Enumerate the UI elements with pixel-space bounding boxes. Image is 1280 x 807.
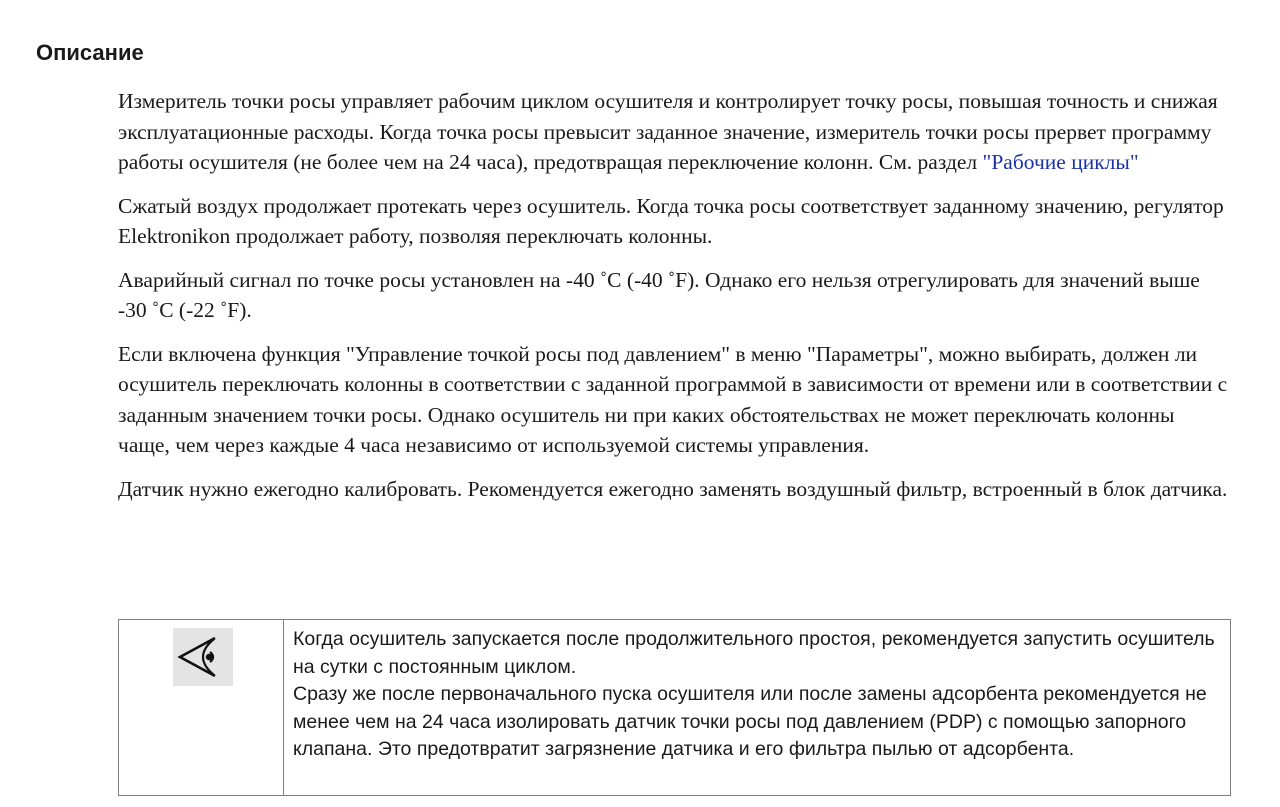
paragraph-sensor-calibration: Датчик нужно ежегодно калибровать. Рекомендуется ежегодно заменять воздушный фильтр, встроенный в блок датчика. — [118, 476, 1228, 501]
eye-icon — [173, 628, 233, 686]
operating-cycles-link[interactable]: "Рабочие циклы" — [982, 150, 1139, 174]
note-box — [118, 619, 1231, 796]
paragraph-pdp-control: Если включена функция "Управление точкой росы под давлением" в меню "Параметры", можно выбирать, должен ли осушитель переключать колонны в соответствии с заданной программой в зависимости от времени или в соответствии с заданным значением точки росы. Однако осушитель ни при каких обстоятельствах не может переключать колонны чаще, чем через каждые 4 часа независимо от используемой системы управления. — [118, 341, 1228, 457]
note-line-pdp-isolation: Сразу же после первоначального пуска осушителя или после замены адсорбента рекомендуется не менее чем на 24 часа изолировать датчик точки росы под давлением (PDP) с помощью запорного клапана. Это предотвратит загрязнение датчика и его фильтра пылью от адсорбента. — [293, 683, 1207, 760]
description-body — [118, 86, 1228, 517]
note-line-startup: Когда осушитель запускается после продолжительного простоя, рекомендуется запустить осушитель на сутки с постоянным циклом. — [293, 628, 1215, 678]
note-icon-cell — [119, 620, 284, 795]
paragraph-dewpoint-alarm: Аварийный сигнал по точке росы установлен на -40 ˚C (-40 ˚F). Однако его нельзя отрегулировать для значений выше -30 ˚C (-22 ˚F). — [118, 267, 1200, 322]
paragraph-dryer-cycle — [118, 86, 1228, 178]
paragraph-compressed-air: Сжатый воздух продолжает протекать через осушитель. Когда точка росы соответствует заданному значению, регулятор Elektronikon продолжает работу, позволяя переключать колонны. — [118, 193, 1224, 248]
paragraph-dryer-cycle-text: Измеритель точки росы управляет рабочим циклом осушителя и контролирует точку росы, повышая точность и снижая эксплуатационные расходы. Когда точка росы превысит заданное значение, измеритель точки росы прервет программу работы осушителя (не более чем на 24 часа), предотвращая переключение колонн. См. раздел — [118, 89, 1218, 174]
note-text — [284, 620, 1230, 795]
section-title: Описание — [36, 40, 144, 65]
